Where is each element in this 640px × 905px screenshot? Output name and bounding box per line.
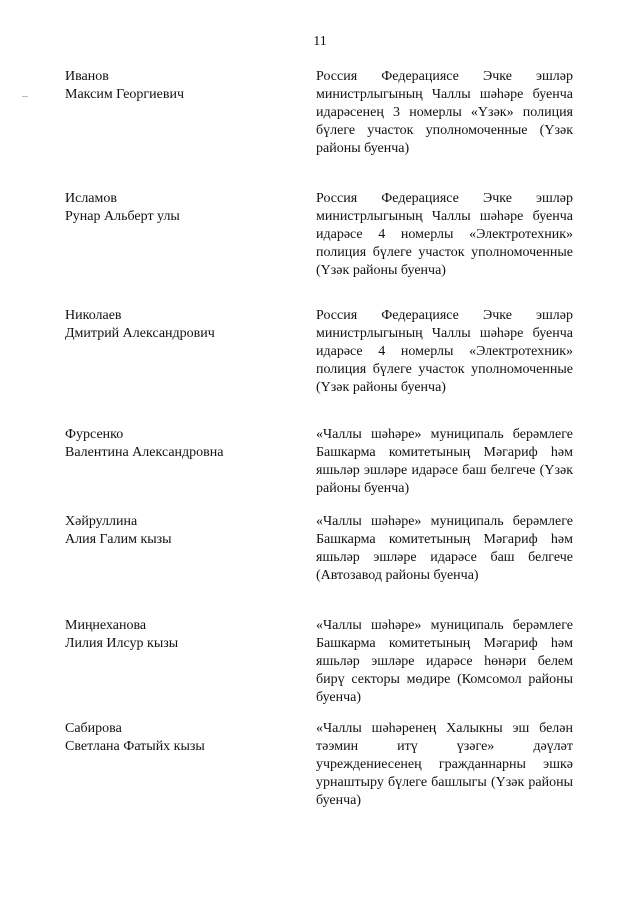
surname: Миңнеханова <box>65 618 147 633</box>
position-description: Россия Федерациясе Эчке эшләр министрлыгының Чаллы шәһәре буенча идарәсе 4 номерлы «Электротехник» полиция бүлеге участок уполномоченные (Үзәк районы буенча) <box>316 308 573 395</box>
person-name <box>65 307 295 343</box>
given-name: Алия Галим кызы <box>65 532 172 547</box>
person-name <box>65 513 295 549</box>
person-name <box>65 426 295 462</box>
surname: Николаев <box>65 308 122 323</box>
margin-mark <box>22 96 28 97</box>
position-description: Россия Федерациясе Эчке эшләр министрлыгының Чаллы шәһәре буенча идарәсе 4 номерлы «Электротехник» полиция бүлеге участок уполномоченные (Үзәк районы буенча) <box>316 191 573 278</box>
position-description: «Чаллы шәһәре» муниципаль берәмлеге Башкарма комитетының Мәгариф һәм яшьләр эшләре идарәсе баш белгече (Автозавод районы буенча) <box>316 514 573 583</box>
given-name: Максим Георгиевич <box>65 87 185 102</box>
surname: Иванов <box>65 69 109 84</box>
person-name <box>65 190 295 226</box>
given-name: Валентина Александровна <box>65 445 224 460</box>
surname: Сабирова <box>65 721 122 736</box>
surname: Фурсенко <box>65 427 124 442</box>
person-name <box>65 617 295 653</box>
position-description: «Чаллы шәһәре» муниципаль берәмлеге Башкарма комитетының Мәгариф һәм яшьләр эшләре идарәсе баш белгече (Үзәк районы буенча) <box>316 427 573 496</box>
surname: Хәйруллина <box>65 514 138 529</box>
page-number: 11 <box>313 34 327 49</box>
person-name <box>65 720 295 756</box>
given-name: Светлана Фатыйх кызы <box>65 739 205 754</box>
position-description: Россия Федерациясе Эчке эшләр министрлыгының Чаллы шәһәре буенча идарәсенең 3 номерлы «Үзәк» полиция бүлеге участок уполномоченные (Үзәк районы буенча) <box>316 69 573 156</box>
surname: Исламов <box>65 191 117 206</box>
position-description: «Чаллы шәһәре» муниципаль берәмлеге Башкарма комитетының Мәгариф һәм яшьләр эшләре идарәсе һөнәри белем бирү секторы мөдире (Комсомол районы буенча) <box>316 618 573 705</box>
given-name: Дмитрий Александрович <box>65 326 215 341</box>
position-description: «Чаллы шәһәренең Халыкны эш белән тәэмин итү үзәге» дәүләт учреждениесенең гражданнарны эшкә урнаштыру бүлеге башлыгы (Үзәк районы буенча) <box>316 721 573 808</box>
given-name: Рунар Альберт улы <box>65 209 180 224</box>
person-name <box>65 68 295 104</box>
given-name: Лилия Илсур кызы <box>65 636 179 651</box>
